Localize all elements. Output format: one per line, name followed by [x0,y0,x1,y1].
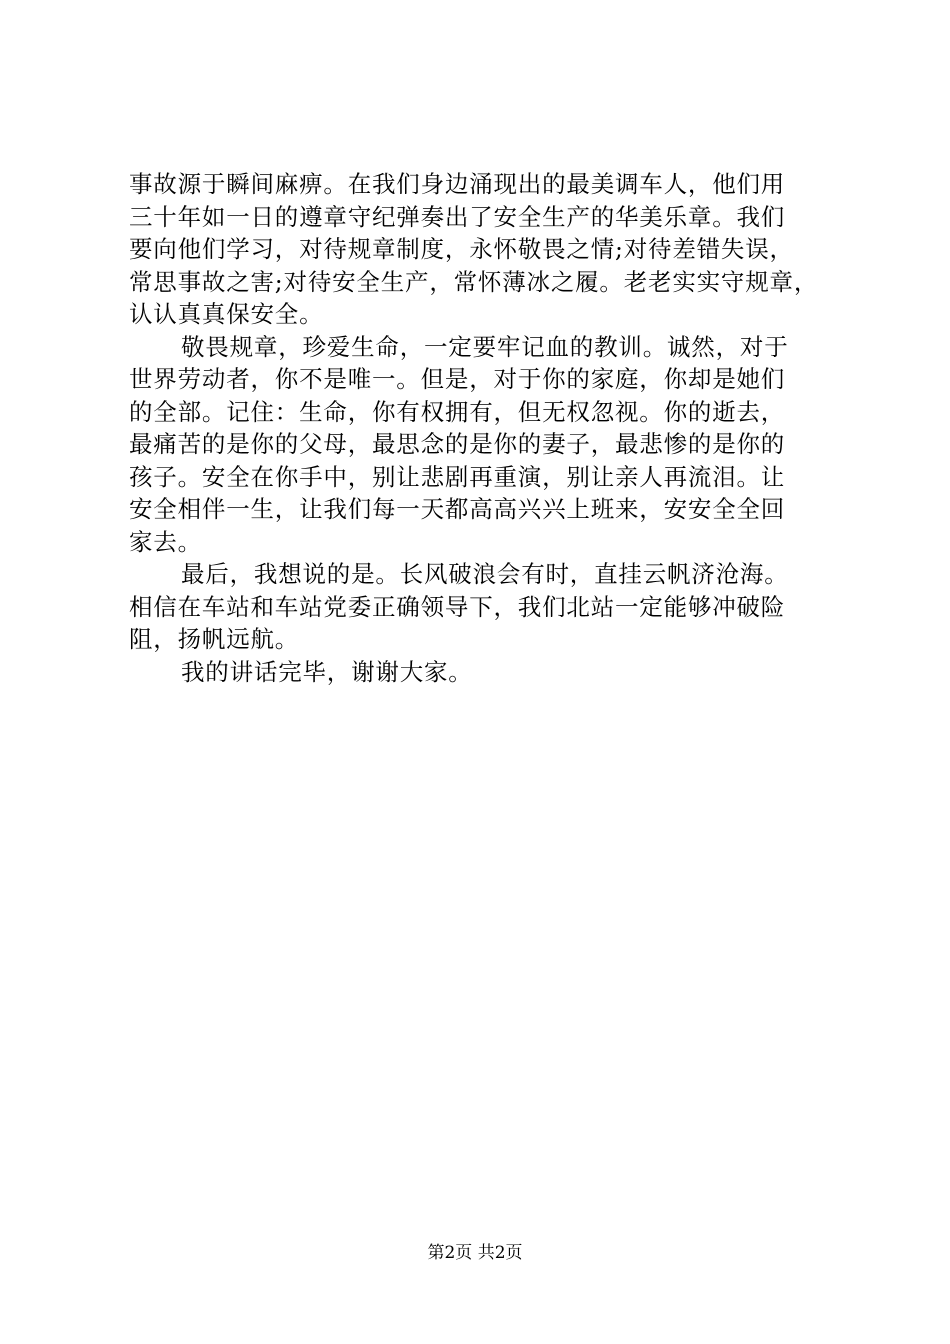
paragraph-first-line: 我的讲话完毕，谢谢大家。 [181,657,473,686]
text-line: 安全相伴一生，让我们每一天都高高兴兴上班来，安安全全回 [129,495,786,523]
text-line: 认认真真保安全。 [129,300,324,328]
paragraph-first-line: 敬畏规章，珍爱生命，一定要牢记血的教训。诚然，对于 [181,332,789,361]
speech-body [129,168,841,688]
text-line: 三十年如一日的遵章守纪弹奏出了安全生产的华美乐章。我们 [129,202,786,231]
text-line: 孩子。安全在你手中，别让悲剧再重演，别让亲人再流泪。让 [129,462,786,491]
text-line: 要向他们学习，对待规章制度，永怀敬畏之情;对待差错失误， [129,235,794,263]
text-line: 阻，扬帆远航。 [129,625,300,653]
text-line: 事故源于瞬间麻痹。在我们身边涌现出的最美调车人，他们用 [129,170,786,198]
text-line: 的全部。记住：生命，你有权拥有，但无权忽视。你的逝去， [129,397,786,426]
text-line: 家去。 [129,527,202,556]
text-line: 最痛苦的是你的父母，最思念的是你的妻子，最悲惨的是你的 [129,430,786,458]
text-line: 常思事故之害;对待安全生产，常怀薄冰之履。老老实实守规章， [129,267,819,296]
paragraph-first-line: 最后，我想说的是。长风破浪会有时，直挂云帆济沧海。 [181,560,789,588]
page-footer [0,1241,950,1265]
page-number: 第2页 共2页 [427,1243,523,1263]
text-line: 世界劳动者，你不是唯一。但是，对于你的家庭，你却是她们 [129,365,786,393]
text-line: 相信在车站和车站党委正确领导下，我们北站一定能够冲破险 [129,592,786,621]
